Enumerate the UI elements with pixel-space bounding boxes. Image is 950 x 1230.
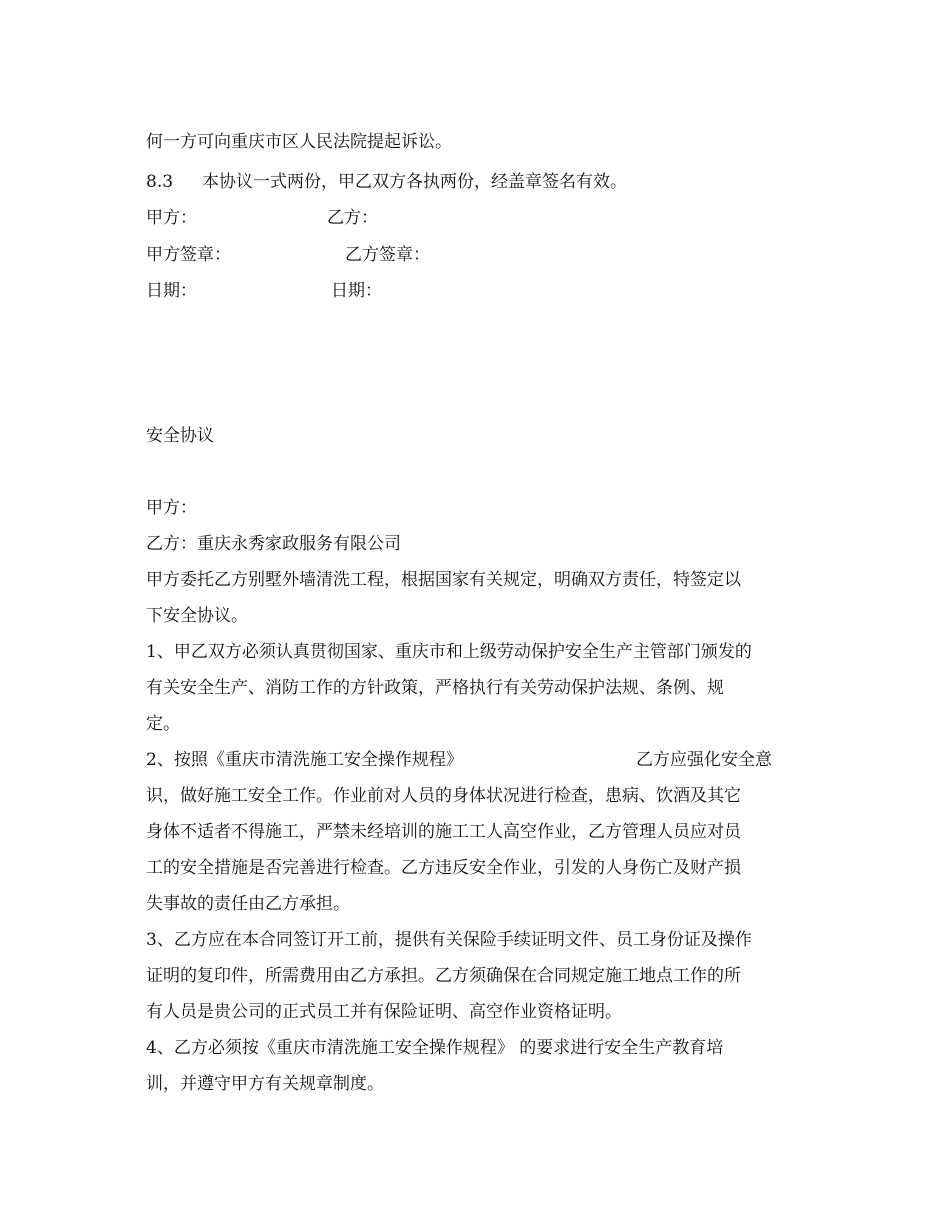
safety-party-a: 甲方： (146, 498, 197, 518)
item-2-line-3: 身体不适者不得施工，严禁未经培训的施工工人高空作业，乙方管理人员应对员 (146, 822, 741, 842)
item-2-line-4: 工的安全措施是否完善进行检查。乙方违反安全作业，引发的人身伤亡及财产损 (146, 858, 741, 878)
party-a-label: 甲方： (146, 208, 197, 228)
text-line-lawsuit: 何一方可向重庆市区人民法院提起诉讼。 (146, 132, 452, 152)
item-3-line-2: 证明的复印件，所需费用由乙方承担。乙方须确保在合同规定施工地点工作的所 (146, 966, 741, 986)
clause-8-3-number: 8.3 (146, 172, 174, 192)
item-1-line-1: 1、甲乙双方必须认真贯彻国家、重庆市和上级劳动保护安全生产主管部门颁发的 (146, 642, 752, 662)
safety-party-b: 乙方：重庆永秀家政服务有限公司 (146, 534, 401, 554)
party-b-label: 乙方： (327, 208, 378, 228)
item-4-line-1: 4、乙方必须按《重庆市清洗施工安全操作规程》 的要求进行安全生产教育培 (146, 1038, 724, 1058)
safety-intro-line-2: 下安全协议。 (146, 606, 248, 626)
item-3-line-3: 有人员是贵公司的正式员工并有保险证明、高空作业资格证明。 (146, 1002, 622, 1022)
item-2-line-5: 失事故的责任由乙方承担。 (146, 894, 350, 914)
item-4-line-2: 训，并遵守甲方有关规章制度。 (146, 1074, 384, 1094)
safety-agreement-title: 安全协议 (146, 426, 214, 446)
item-2-line-1-right: 乙方应强化安全意 (636, 750, 772, 770)
item-1-line-3: 定。 (146, 714, 180, 734)
safety-intro-line-1: 甲方委托乙方别墅外墙清洗工程，根据国家有关规定，明确双方责任，特签定以 (146, 570, 741, 590)
date-a-label: 日期： (146, 281, 197, 301)
party-a-sign-label: 甲方签章： (146, 245, 231, 265)
item-1-line-2: 有关安全生产、消防工作的方针政策，严格执行有关劳动保护法规、条例、规 (146, 678, 724, 698)
clause-8-3-text: 本协议一式两份，甲乙双方各执两份，经盖章签名有效。 (202, 172, 627, 192)
date-b-label: 日期： (331, 281, 382, 301)
item-2-line-2: 识，做好施工安全工作。作业前对人员的身体状况进行检查，患病、饮酒及其它 (146, 786, 741, 806)
item-2-line-1-left: 2、按照《重庆市清洗施工安全操作规程》 (146, 750, 463, 770)
party-b-sign-label: 乙方签章： (345, 245, 430, 265)
item-3-line-1: 3、乙方应在本合同签订开工前，提供有关保险手续证明文件、员工身份证及操作 (146, 930, 752, 950)
